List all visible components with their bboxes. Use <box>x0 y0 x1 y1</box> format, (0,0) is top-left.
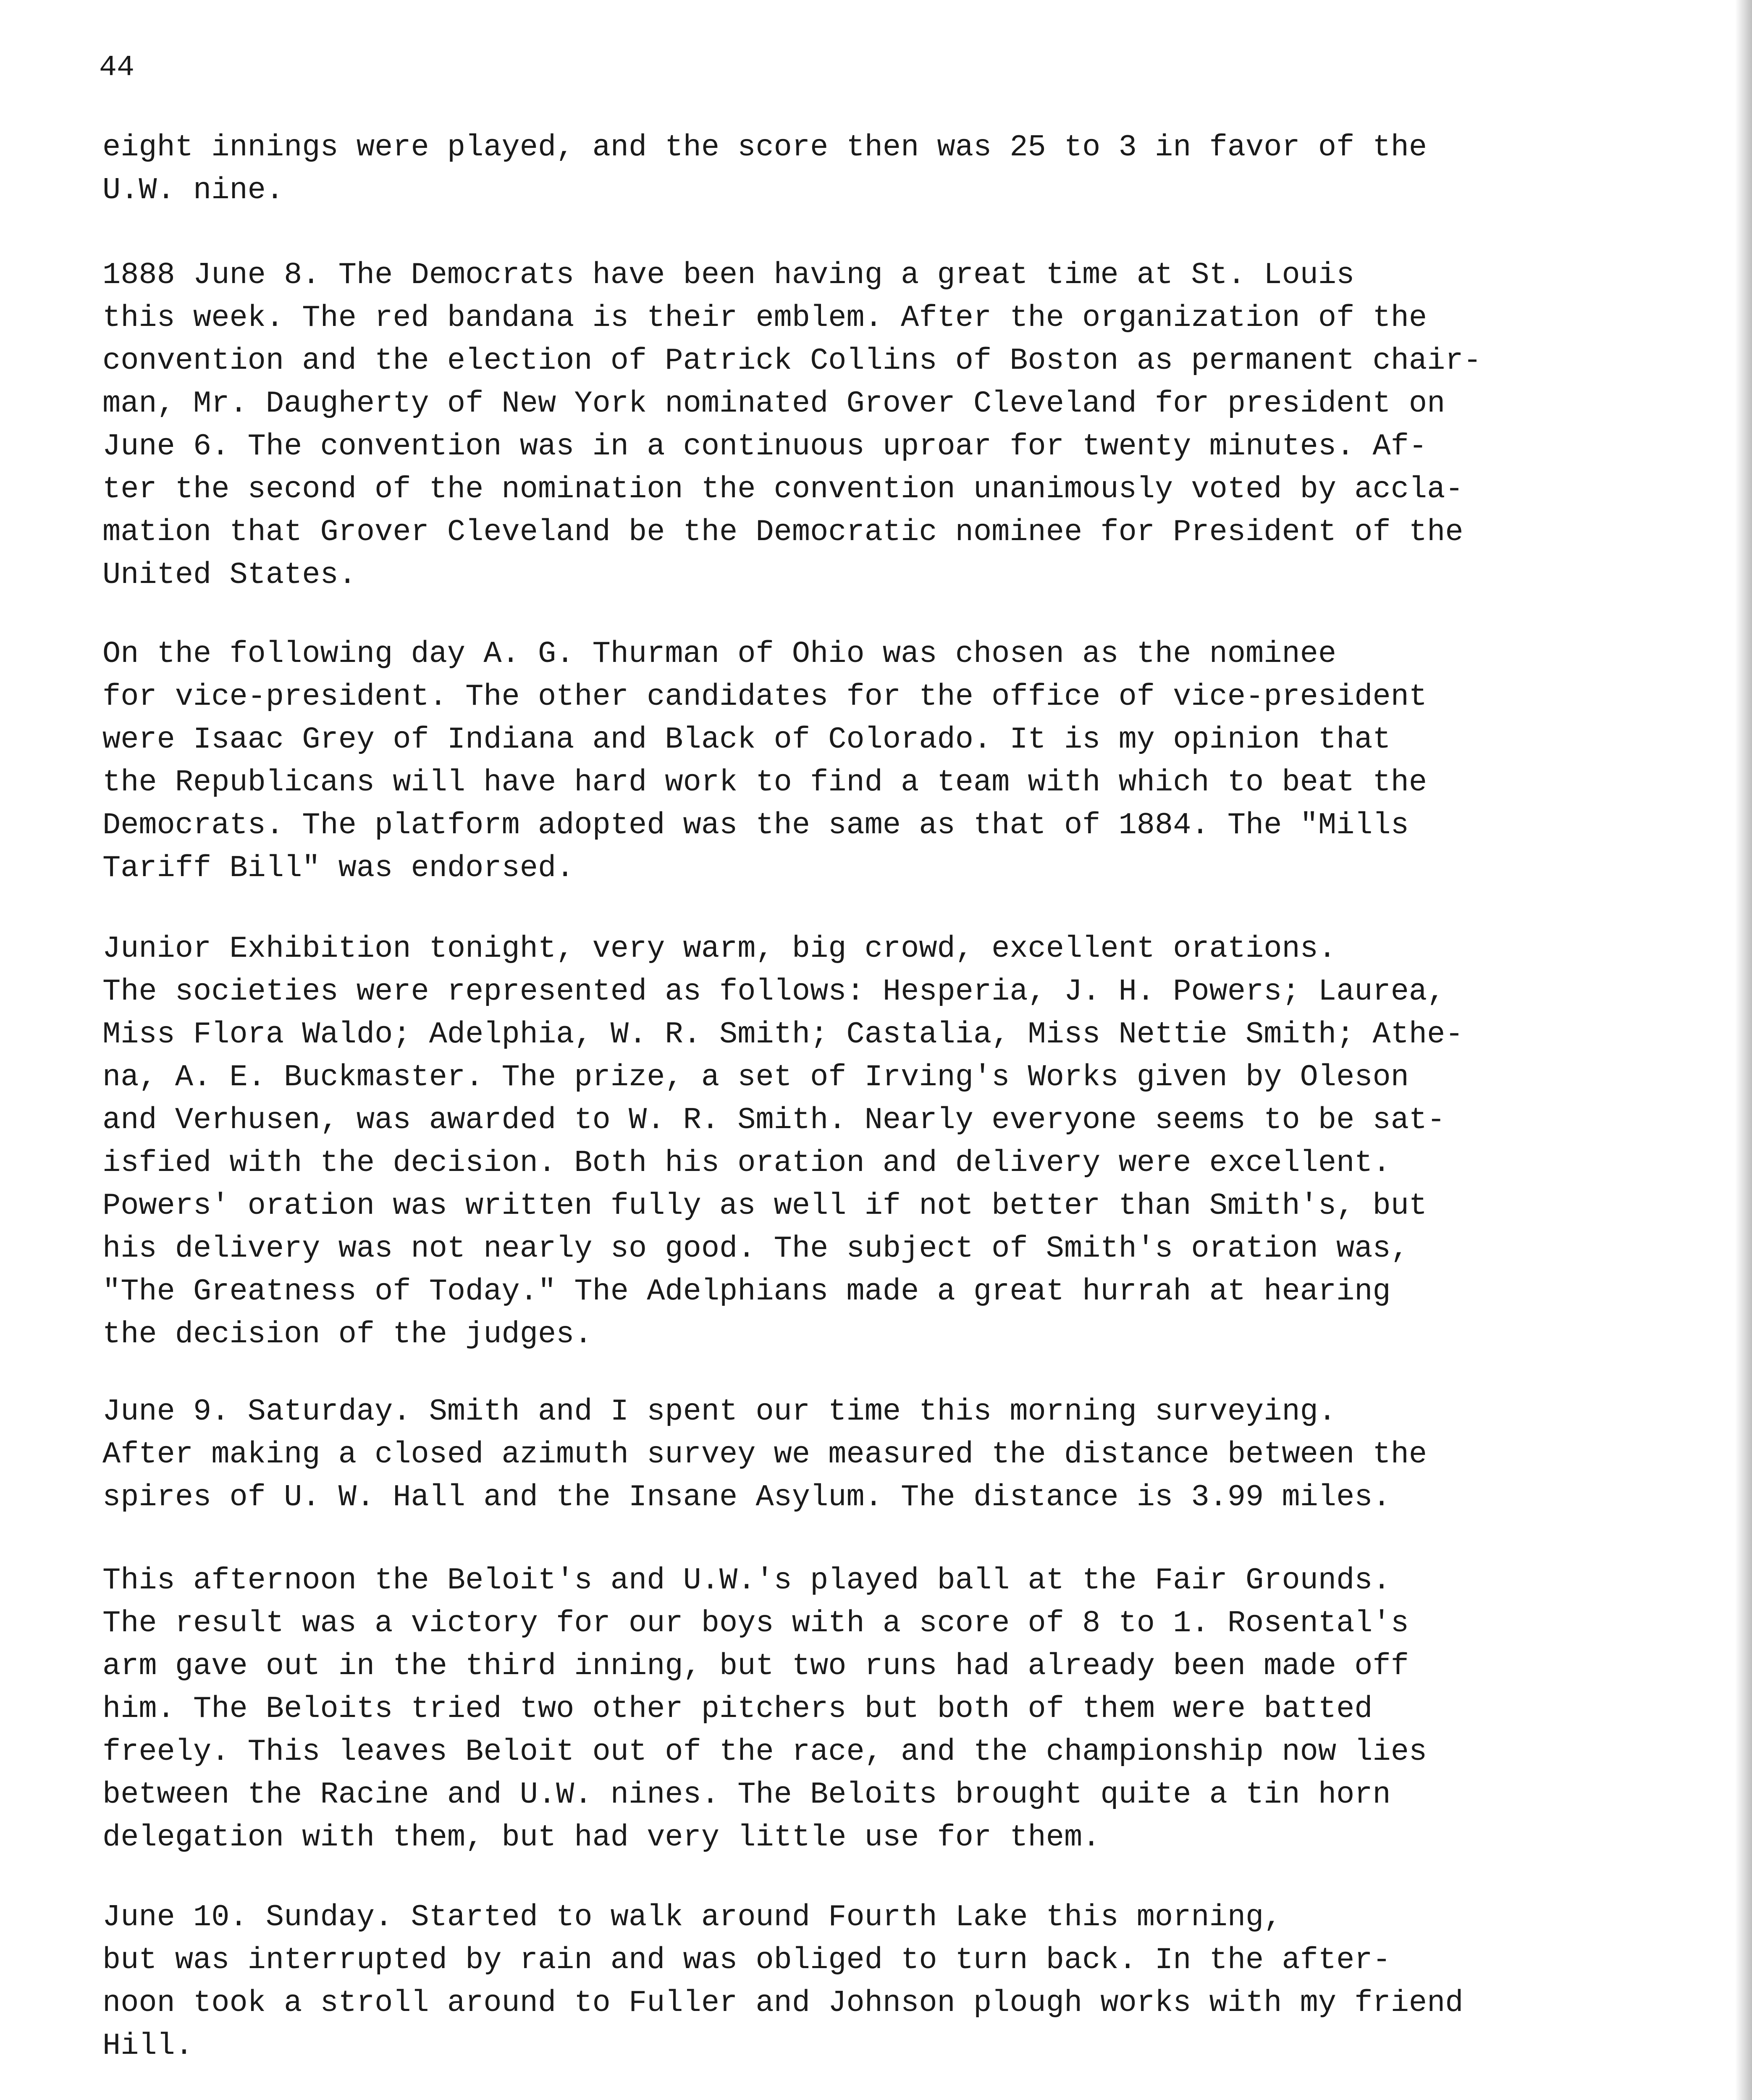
text-line: Powers' oration was written fully as well if not better than Smith's, but <box>102 1189 1427 1223</box>
text-line: Hill. <box>102 2029 194 2063</box>
page-edge-shadow <box>1735 0 1752 2100</box>
text-line: 1888 June 8. The Democrats have been having a great time at St. Louis <box>102 258 1355 292</box>
paragraph-3 <box>102 633 1694 890</box>
paragraph-7 <box>102 1896 1694 2067</box>
text-line: spires of U. W. Hall and the Insane Asylum. The distance is 3.99 miles. <box>102 1480 1391 1515</box>
text-line: the decision of the judges. <box>102 1317 593 1352</box>
text-line: arm gave out in the third inning, but two runs had already been made off <box>102 1649 1409 1683</box>
text-line: but was interrupted by rain and was obliged to turn back. In the after- <box>102 1943 1391 1977</box>
text-line: ter the second of the nomination the convention unanimously voted by accla- <box>102 472 1463 507</box>
text-line: U.W. nine. <box>102 173 284 207</box>
text-line: isfied with the decision. Both his oration and delivery were excellent. <box>102 1146 1391 1180</box>
paragraph-5 <box>102 1390 1694 1519</box>
paragraph-2 <box>102 254 1694 596</box>
text-line: for vice-president. The other candidates for the office of vice-president <box>102 680 1427 714</box>
text-line: Democrats. The platform adopted was the same as that of 1884. The "Mills <box>102 808 1409 843</box>
text-line: eight innings were played, and the score then was 25 to 3 in favor of the <box>102 130 1427 165</box>
text-line: and Verhusen, was awarded to W. R. Smith. Nearly everyone seems to be sat- <box>102 1103 1445 1137</box>
text-line: na, A. E. Buckmaster. The prize, a set of Irving's Works given by Oleson <box>102 1060 1409 1095</box>
text-line: Junior Exhibition tonight, very warm, big crowd, excellent orations. <box>102 932 1337 966</box>
text-line: June 6. The convention was in a continuous uproar for twenty minutes. Af- <box>102 429 1427 464</box>
text-line: noon took a stroll around to Fuller and Johnson plough works with my friend <box>102 1986 1463 2020</box>
text-line: The result was a victory for our boys with a score of 8 to 1. Rosental's <box>102 1606 1409 1641</box>
text-line: delegation with them, but had very little use for them. <box>102 1820 1101 1855</box>
text-line: United States. <box>102 558 357 592</box>
text-line: man, Mr. Daugherty of New York nominated Grover Cleveland for president on <box>102 386 1445 421</box>
page-number: 44 <box>99 51 135 84</box>
paragraph-1 <box>102 126 1694 212</box>
text-line: June 9. Saturday. Smith and I spent our time this morning surveying. <box>102 1394 1337 1429</box>
text-line: Tariff Bill" was endorsed. <box>102 851 574 885</box>
text-line: between the Racine and U.W. nines. The Beloits brought quite a tin horn <box>102 1777 1391 1812</box>
text-line: were Isaac Grey of Indiana and Black of Colorado. It is my opinion that <box>102 722 1391 757</box>
text-line: his delivery was not nearly so good. The subject of Smith's oration was, <box>102 1231 1409 1266</box>
text-line: On the following day A. G. Thurman of Ohio was chosen as the nominee <box>102 637 1337 671</box>
text-line: convention and the election of Patrick Collins of Boston as permanent chair- <box>102 344 1482 378</box>
text-line: him. The Beloits tried two other pitchers but both of them were batted <box>102 1692 1373 1726</box>
text-line: After making a closed azimuth survey we measured the distance between the <box>102 1437 1427 1472</box>
text-line: June 10. Sunday. Started to walk around Fourth Lake this morning, <box>102 1900 1282 1935</box>
text-line: the Republicans will have hard work to find a team with which to beat the <box>102 765 1427 800</box>
text-line: "The Greatness of Today." The Adelphians made a great hurrah at hearing <box>102 1274 1391 1309</box>
text-line: Miss Flora Waldo; Adelphia, W. R. Smith; Castalia, Miss Nettie Smith; Athe- <box>102 1017 1463 1052</box>
paragraph-4 <box>102 927 1694 1356</box>
text-line: freely. This leaves Beloit out of the race, and the championship now lies <box>102 1735 1427 1769</box>
paragraph-6 <box>102 1559 1694 1859</box>
text-line: This afternoon the Beloit's and U.W.'s played ball at the Fair Grounds. <box>102 1563 1391 1598</box>
text-line: mation that Grover Cleveland be the Democratic nominee for President of the <box>102 515 1463 549</box>
text-line: this week. The red bandana is their emblem. After the organization of the <box>102 301 1427 335</box>
text-line: The societies were represented as follows: Hesperia, J. H. Powers; Laurea, <box>102 974 1445 1009</box>
